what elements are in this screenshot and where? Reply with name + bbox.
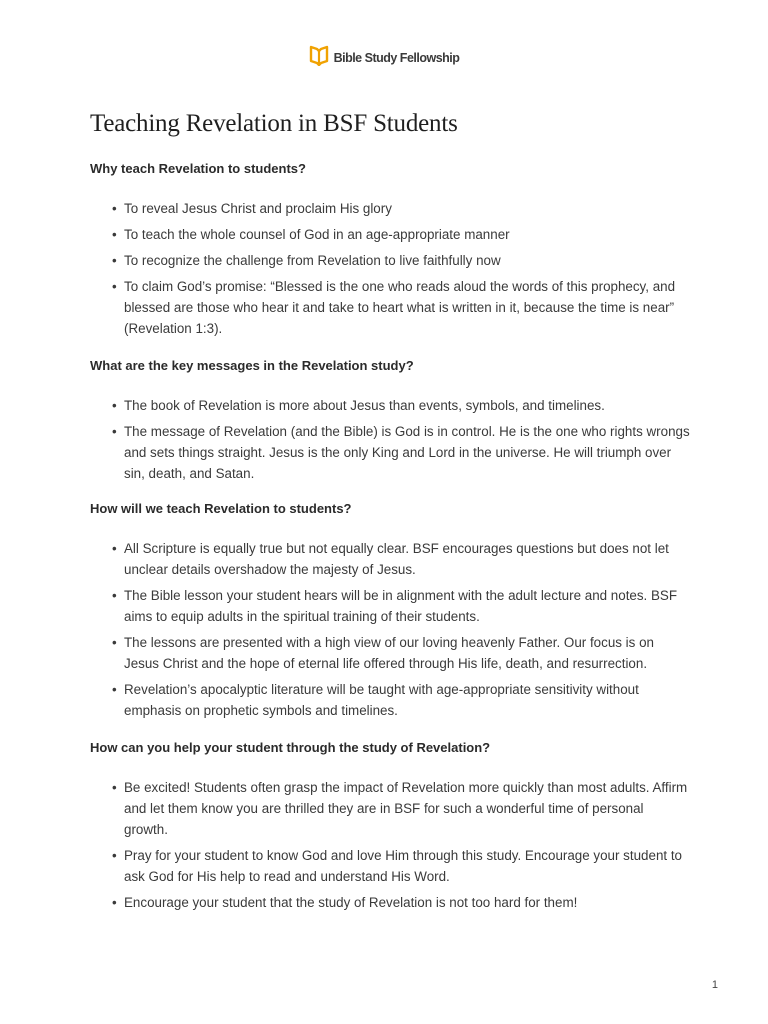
- section-how-teach: [90, 500, 690, 726]
- section-heading: How can you help your student through the study of Revelation?: [90, 740, 491, 755]
- bullet-list: [90, 777, 690, 913]
- open-book-icon: [309, 44, 329, 71]
- section-heading: Why teach Revelation to students?: [90, 161, 306, 176]
- list-item: • All Scripture is equally true but not equally clear. BSF encourages questions but does not let unclear details overshadow the majesty of Jesus.: [90, 538, 690, 580]
- list-item: • Revelation’s apocalyptic literature will be taught with age-appropriate sensitivity without emphasis on prophetic symbols and timelines.: [90, 679, 690, 721]
- list-item: • To teach the whole counsel of God in an age-appropriate manner: [90, 224, 690, 245]
- list-item: • Be excited! Students often grasp the impact of Revelation more quickly than most adults. Affirm and let them know you are thrilled they are in BSF for such a wonderful time of personal growth.: [90, 777, 690, 840]
- section-heading: What are the key messages in the Revelation study?: [90, 358, 414, 373]
- bullet-list: [90, 198, 690, 339]
- list-item: • The book of Revelation is more about Jesus than events, symbols, and timelines.: [90, 395, 690, 416]
- list-item: • The Bible lesson your student hears will be in alignment with the adult lecture and notes. BSF aims to equip adults in the spiritual training of their students.: [90, 585, 690, 627]
- list-item: • To claim God’s promise: “Blessed is the one who reads aloud the words of this prophecy, and blessed are those who hear it and take to heart what is written in it, because the time is near” (Revelation 1:3).: [90, 276, 690, 339]
- list-item: • The message of Revelation (and the Bible) is God is in control. He is the one who rights wrongs and sets things straight. Jesus is the only King and Lord in the universe. He will triumph over sin, death, and Satan.: [90, 421, 690, 484]
- list-item: • To recognize the challenge from Revelation to live faithfully now: [90, 250, 690, 271]
- bullet-list: [90, 538, 690, 721]
- list-item: • Pray for your student to know God and love Him through this study. Encourage your student to ask God for His help to read and understand His Word.: [90, 845, 690, 887]
- section-why-teach: [90, 160, 690, 344]
- list-item: • Encourage your student that the study of Revelation is not too hard for them!: [90, 892, 690, 913]
- list-item: • To reveal Jesus Christ and proclaim His glory: [90, 198, 690, 219]
- list-item: • The lessons are presented with a high view of our loving heavenly Father. Our focus is on Jesus Christ and the hope of eternal life offered through His life, death, and resurrection.: [90, 632, 690, 674]
- bullet-list: [90, 395, 690, 484]
- page-title: Teaching Revelation in BSF Students: [90, 110, 458, 137]
- section-heading: How will we teach Revelation to students?: [90, 501, 352, 516]
- bsf-logo: [0, 44, 768, 71]
- logo-text: Bible Study Fellowship: [333, 50, 460, 65]
- section-key-messages: [90, 357, 690, 489]
- page-number: 1: [711, 979, 718, 991]
- section-how-help: [90, 739, 690, 918]
